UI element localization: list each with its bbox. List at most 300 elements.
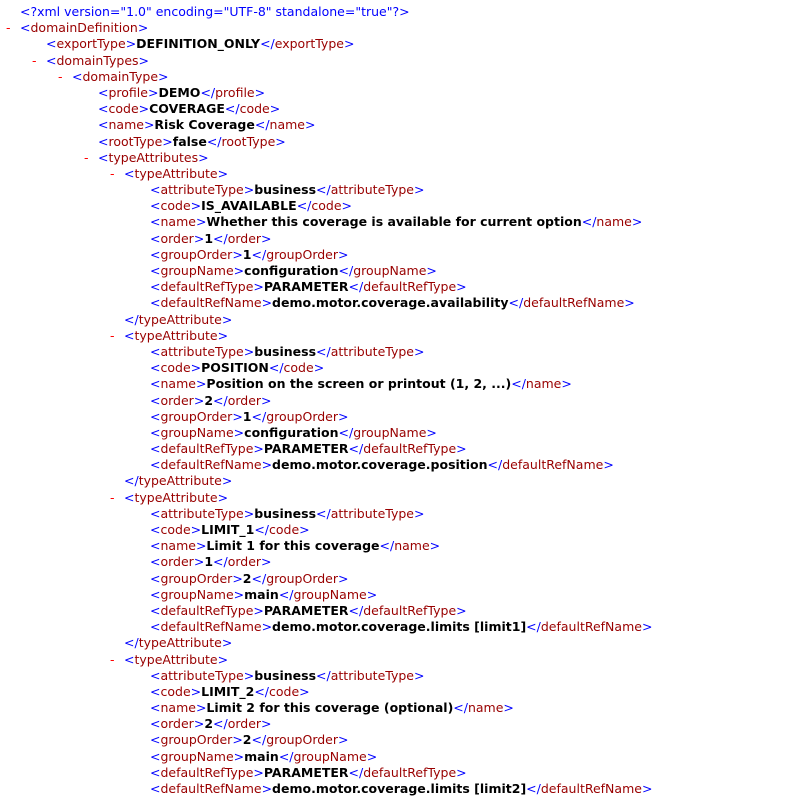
tag-bracket: <: [150, 182, 161, 198]
tag-bracket: <: [150, 392, 161, 408]
open-tag-name: typeAttribute: [134, 651, 218, 667]
tag-bracket: >: [366, 586, 378, 602]
xml-line-content: [150, 700, 514, 716]
close-tag-name: code: [239, 101, 270, 117]
collapse-toggle[interactable]: -: [110, 489, 115, 505]
tag-bracket: >: [366, 748, 378, 764]
xml-line: [0, 781, 800, 797]
xml-line: [0, 700, 800, 716]
tag-bracket: >: [313, 360, 325, 376]
tag-bracket: </: [296, 198, 312, 214]
tag-bracket: </: [224, 101, 240, 117]
close-tag-name: groupName: [293, 586, 367, 602]
tag-bracket: <: [150, 441, 161, 457]
tag-bracket: <: [150, 732, 161, 748]
tag-bracket: >: [261, 781, 273, 796]
tag-bracket: </: [348, 441, 364, 457]
element-value: LIMIT_2: [201, 683, 255, 699]
element-value: main: [244, 748, 279, 764]
tag-bracket: <: [98, 133, 109, 149]
tag-bracket: >: [217, 327, 229, 343]
open-tag-name: typeAttributes: [108, 149, 199, 165]
tag-bracket: >: [641, 619, 653, 635]
xml-line-content: [124, 635, 232, 651]
xml-line: [0, 522, 800, 538]
open-tag-name: defaultRefType: [160, 441, 254, 457]
tag-bracket: <: [150, 781, 161, 796]
tag-bracket: <: [150, 505, 161, 521]
open-tag-name: code: [108, 101, 139, 117]
tag-bracket: </: [348, 279, 364, 295]
xml-line-content: [150, 668, 424, 684]
close-tag-name: order: [227, 230, 262, 246]
open-tag-name: groupName: [160, 263, 234, 278]
tag-bracket: </: [581, 214, 597, 230]
xml-line-content: [98, 134, 286, 150]
tag-bracket: >: [217, 651, 229, 667]
xml-line-content: [150, 231, 272, 247]
tag-bracket: </: [124, 473, 139, 489]
close-tag-name: order: [227, 716, 262, 732]
xml-line: [0, 716, 800, 732]
element-value: PARAMETER: [263, 279, 349, 295]
tag-bracket: >: [193, 716, 205, 732]
xml-line-content: [150, 781, 652, 797]
xml-line: [0, 571, 800, 587]
tag-bracket: >: [232, 246, 243, 262]
tag-bracket: <: [150, 586, 161, 602]
tag-bracket: <: [150, 570, 161, 586]
xml-line: [0, 247, 800, 263]
tag-bracket: >: [261, 392, 272, 408]
tag-bracket: >: [125, 36, 137, 52]
tag-bracket: >: [261, 295, 273, 311]
tag-bracket: </: [213, 716, 228, 732]
tag-bracket: >: [624, 295, 635, 311]
tag-bracket: <: [98, 84, 109, 100]
tag-bracket: <: [150, 457, 161, 473]
close-tag-name: groupName: [353, 424, 427, 440]
tag-bracket: >: [456, 602, 467, 618]
xml-line-content: [150, 716, 272, 732]
xml-line: [0, 538, 800, 554]
xml-line-content: [124, 312, 232, 328]
tag-bracket: <: [150, 376, 161, 392]
xml-line: [0, 684, 800, 700]
tag-bracket: <: [150, 716, 161, 732]
element-value: false: [172, 133, 207, 149]
tag-bracket: <: [150, 263, 161, 278]
close-tag-name: groupOrder: [266, 570, 339, 586]
xml-line: [0, 668, 800, 684]
tag-bracket: >: [253, 602, 264, 618]
tag-bracket: <: [124, 651, 135, 667]
close-tag-name: attributeType: [330, 182, 414, 198]
open-tag-name: name: [160, 214, 196, 230]
tag-bracket: <: [150, 279, 161, 295]
tag-bracket: >: [233, 748, 245, 764]
tag-bracket: >: [243, 505, 255, 521]
xml-line: [0, 214, 800, 230]
xml-line-content: [150, 457, 614, 473]
close-tag-name: defaultRefType: [363, 441, 457, 457]
element-value: business: [254, 505, 317, 521]
close-tag-name: groupOrder: [266, 732, 339, 748]
element-value: 1: [204, 554, 214, 570]
xml-line-content: [150, 522, 310, 538]
tag-bracket: <: [124, 489, 135, 505]
element-value: business: [254, 343, 317, 359]
xml-line[interactable]: [0, 166, 800, 182]
xml-line-content: [98, 117, 315, 133]
tag-bracket: </: [200, 84, 216, 100]
tag-bracket: >: [190, 683, 202, 699]
tag-bracket: >: [193, 230, 205, 246]
close-tag-name: code: [283, 360, 314, 376]
tag-bracket: <: [98, 101, 109, 117]
tag-bracket: >: [233, 586, 245, 602]
tag-bracket: >: [143, 117, 155, 133]
xml-line-content: [98, 150, 209, 166]
open-tag-name: typeAttribute: [134, 327, 218, 343]
xml-line[interactable]: [0, 53, 800, 69]
tag-bracket: <: [150, 408, 161, 424]
open-tag-name: typeAttribute: [134, 489, 218, 505]
tag-bracket: >: [232, 408, 243, 424]
xml-line-content: [98, 85, 265, 101]
open-tag-name: domainType: [82, 68, 159, 84]
tag-bracket: </: [251, 246, 267, 262]
xml-line-content: [124, 473, 232, 489]
tag-bracket: </: [508, 295, 524, 311]
xml-line: [0, 344, 800, 360]
tag-bracket: >: [261, 716, 272, 732]
tag-bracket: </: [213, 230, 228, 246]
tag-bracket: >: [253, 279, 264, 295]
close-tag-name: defaultRefType: [363, 279, 457, 295]
xml-line: [0, 393, 800, 409]
xml-line-content: [150, 247, 349, 263]
tag-bracket: >: [299, 522, 310, 537]
xml-line: [0, 409, 800, 425]
xml-line-content: [150, 393, 272, 409]
tag-bracket: </: [316, 182, 331, 198]
open-tag-name: defaultRefName: [160, 781, 262, 796]
xml-line[interactable]: [0, 150, 800, 166]
tag-bracket: >: [243, 182, 255, 198]
open-tag-name: order: [160, 554, 194, 570]
tag-bracket: </: [526, 781, 541, 796]
xml-line-content: [98, 101, 280, 117]
tag-bracket: <: [150, 424, 161, 440]
tag-bracket: >: [413, 343, 425, 359]
close-tag-name: defaultRefType: [363, 764, 457, 780]
collapse-toggle[interactable]: -: [84, 149, 89, 165]
open-tag-name: defaultRefName: [160, 457, 262, 473]
tag-bracket: </: [338, 263, 354, 278]
close-tag-name: groupName: [293, 748, 367, 764]
tag-bracket: >: [269, 101, 281, 117]
close-tag-name: typeAttribute: [138, 473, 222, 489]
open-tag-name: attributeType: [160, 667, 244, 683]
xml-line: [0, 263, 800, 279]
tag-bracket: </: [251, 570, 267, 586]
tag-bracket: >: [253, 764, 264, 780]
tag-bracket: >: [162, 133, 173, 149]
tag-bracket: >: [232, 732, 243, 748]
xml-line: [0, 619, 800, 635]
xml-line-content: [150, 554, 272, 570]
tag-bracket: <: [150, 667, 161, 683]
collapse-toggle[interactable]: -: [110, 165, 115, 181]
close-tag-name: exportType: [274, 36, 344, 52]
element-value: Position on the screen or printout (1, 2, ...): [206, 376, 512, 392]
xml-line[interactable]: [0, 490, 800, 506]
close-tag-name: defaultRefType: [363, 602, 457, 618]
tag-bracket: >: [641, 781, 653, 796]
xml-line: [0, 635, 800, 651]
tag-bracket: <: [150, 522, 161, 537]
xml-line-content: [150, 441, 467, 457]
tag-bracket: >: [243, 343, 255, 359]
tag-bracket: >: [147, 84, 159, 100]
tag-bracket: >: [413, 182, 425, 198]
tag-bracket: >: [426, 424, 437, 440]
xml-line[interactable]: [0, 652, 800, 668]
tag-bracket: <: [150, 538, 161, 554]
tag-bracket: >: [305, 117, 316, 133]
xml-line-content: [150, 619, 652, 635]
tag-bracket: </: [124, 635, 139, 651]
tag-bracket: >: [198, 149, 209, 165]
xml-line: [0, 765, 800, 781]
xml-declaration: <?xml version="1.0" encoding="UTF-8" standalone="true"?>: [20, 4, 410, 19]
xml-line-content: [150, 571, 349, 587]
xml-line[interactable]: [0, 20, 800, 36]
tag-bracket: >: [261, 230, 272, 246]
collapse-toggle[interactable]: -: [32, 52, 37, 68]
open-tag-name: typeAttribute: [134, 165, 218, 181]
element-value: configuration: [244, 263, 339, 278]
xml-line: [0, 603, 800, 619]
tag-bracket: <: [150, 764, 161, 780]
xml-line: [0, 279, 800, 295]
tag-bracket: >: [221, 635, 233, 651]
close-tag-name: name: [467, 700, 504, 716]
open-tag-name: attributeType: [160, 182, 244, 198]
open-tag-name: defaultRefType: [160, 602, 254, 618]
open-tag-name: name: [160, 376, 196, 392]
xml-line-content: [150, 603, 467, 619]
xml-line: [0, 295, 800, 311]
tag-bracket: </: [511, 376, 526, 392]
xml-line-content: [150, 749, 377, 765]
xml-line-content: [124, 652, 228, 668]
xml-line-content: [124, 166, 228, 182]
open-tag-name: exportType: [56, 36, 126, 52]
xml-line: [0, 376, 800, 392]
tag-bracket: >: [343, 36, 355, 52]
tag-bracket: </: [338, 424, 354, 440]
xml-line-content: [150, 587, 377, 603]
xml-line-content: [46, 36, 354, 52]
close-tag-name: defaultRefName: [540, 619, 642, 635]
close-tag-name: attributeType: [330, 343, 414, 359]
tag-bracket: >: [232, 570, 243, 586]
tag-bracket: >: [429, 538, 441, 554]
tag-bracket: <: [46, 36, 57, 52]
collapse-toggle[interactable]: -: [6, 20, 11, 36]
open-tag-name: order: [160, 392, 194, 408]
xml-line-content: [150, 376, 572, 392]
open-tag-name: groupOrder: [160, 246, 233, 262]
tag-bracket: >: [195, 538, 207, 554]
open-tag-name: name: [160, 538, 196, 554]
xml-line-content: [20, 4, 410, 20]
open-tag-name: attributeType: [160, 505, 244, 521]
tag-bracket: >: [193, 554, 205, 570]
tag-bracket: >: [138, 52, 150, 68]
xml-line-content: [150, 198, 352, 214]
tag-bracket: >: [253, 441, 264, 457]
tag-bracket: </: [124, 311, 139, 327]
xml-line: [0, 182, 800, 198]
open-tag-name: name: [160, 700, 196, 716]
collapse-toggle[interactable]: -: [58, 68, 63, 84]
tag-bracket: >: [338, 408, 349, 424]
tag-bracket: </: [379, 538, 395, 554]
tag-bracket: <: [150, 554, 161, 570]
xml-line-content: [150, 506, 424, 522]
xml-line-content: [72, 69, 169, 85]
tag-bracket: </: [213, 392, 228, 408]
tag-bracket: >: [221, 473, 233, 489]
tag-bracket: >: [221, 311, 233, 327]
xml-line[interactable]: [0, 69, 800, 85]
open-tag-name: domainDefinition: [30, 20, 138, 36]
close-tag-name: name: [525, 376, 562, 392]
element-value: Risk Coverage: [154, 117, 255, 133]
xml-line: [0, 473, 800, 489]
open-tag-name: groupName: [160, 586, 234, 602]
tag-bracket: >: [456, 441, 467, 457]
tag-bracket: <: [150, 602, 161, 618]
collapse-toggle[interactable]: -: [110, 327, 115, 343]
close-tag-name: attributeType: [330, 667, 414, 683]
element-value: Whether this coverage is available for current option: [206, 214, 582, 230]
tag-bracket: >: [503, 700, 514, 716]
xml-line-content: [150, 425, 437, 441]
element-value: demo.motor.coverage.limits [limit1]: [272, 619, 527, 635]
xml-line: [0, 134, 800, 150]
tag-bracket: >: [158, 68, 169, 84]
tag-bracket: <: [150, 748, 161, 764]
xml-line[interactable]: [0, 328, 800, 344]
xml-line-content: [150, 214, 642, 230]
tag-bracket: >: [217, 165, 229, 181]
open-tag-name: code: [160, 522, 191, 537]
close-tag-name: typeAttribute: [138, 311, 222, 327]
element-value: DEMO: [158, 84, 201, 100]
xml-line: [0, 231, 800, 247]
tag-bracket: <: [150, 214, 161, 230]
tag-bracket: <: [46, 52, 57, 68]
open-tag-name: groupName: [160, 748, 234, 764]
xml-line: [0, 117, 800, 133]
tag-bracket: </: [316, 505, 331, 521]
xml-line: [0, 441, 800, 457]
element-value: 2: [242, 570, 252, 586]
element-value: PARAMETER: [263, 602, 349, 618]
tag-bracket: >: [338, 570, 349, 586]
open-tag-name: order: [160, 230, 194, 246]
tag-bracket: </: [316, 343, 331, 359]
tag-bracket: >: [195, 700, 207, 716]
xml-line-content: [150, 409, 349, 425]
tag-bracket: >: [561, 376, 572, 392]
xml-line-content: [150, 732, 349, 748]
xml-line: [0, 101, 800, 117]
tag-bracket: >: [275, 133, 286, 149]
xml-line-content: [150, 360, 324, 376]
element-value: main: [244, 586, 279, 602]
open-tag-name: groupName: [160, 424, 234, 440]
tag-bracket: >: [338, 246, 349, 262]
element-value: demo.motor.coverage.limits [limit2]: [272, 781, 527, 796]
open-tag-name: order: [160, 716, 194, 732]
xml-line: [0, 506, 800, 522]
xml-line: [0, 36, 800, 52]
tag-bracket: <: [150, 230, 161, 246]
tag-bracket: <: [150, 246, 161, 262]
tag-bracket: </: [268, 360, 284, 376]
element-value: configuration: [244, 424, 339, 440]
tag-bracket: >: [217, 489, 229, 505]
xml-line: [0, 360, 800, 376]
open-tag-name: code: [160, 683, 191, 699]
xml-line-content: [46, 53, 149, 69]
element-value: COVERAGE: [149, 101, 225, 117]
xml-line: [0, 554, 800, 570]
close-tag-name: attributeType: [330, 505, 414, 521]
tag-bracket: </: [487, 457, 503, 473]
tag-bracket: </: [213, 554, 228, 570]
open-tag-name: defaultRefType: [160, 279, 254, 295]
element-value: 1: [242, 408, 252, 424]
xml-line-content: [124, 328, 228, 344]
tag-bracket: >: [190, 360, 202, 376]
tag-bracket: </: [254, 683, 269, 699]
tag-bracket: <: [124, 327, 135, 343]
xml-line: [0, 457, 800, 473]
xml-line-content: [150, 279, 467, 295]
tag-bracket: </: [278, 748, 294, 764]
element-value: demo.motor.coverage.position: [272, 457, 488, 473]
collapse-toggle[interactable]: -: [110, 651, 115, 667]
element-value: LIMIT_1: [201, 522, 255, 537]
element-value: PARAMETER: [263, 764, 349, 780]
tag-bracket: >: [261, 619, 273, 635]
element-value: Limit 1 for this coverage: [206, 538, 380, 554]
tag-bracket: </: [206, 133, 222, 149]
element-value: DEFINITION_ONLY: [136, 36, 261, 52]
tag-bracket: <: [150, 619, 161, 635]
close-tag-name: defaultRefName: [502, 457, 604, 473]
open-tag-name: defaultRefName: [160, 619, 262, 635]
xml-line: [0, 587, 800, 603]
xml-line-content: [150, 684, 310, 700]
close-tag-name: name: [269, 117, 305, 133]
